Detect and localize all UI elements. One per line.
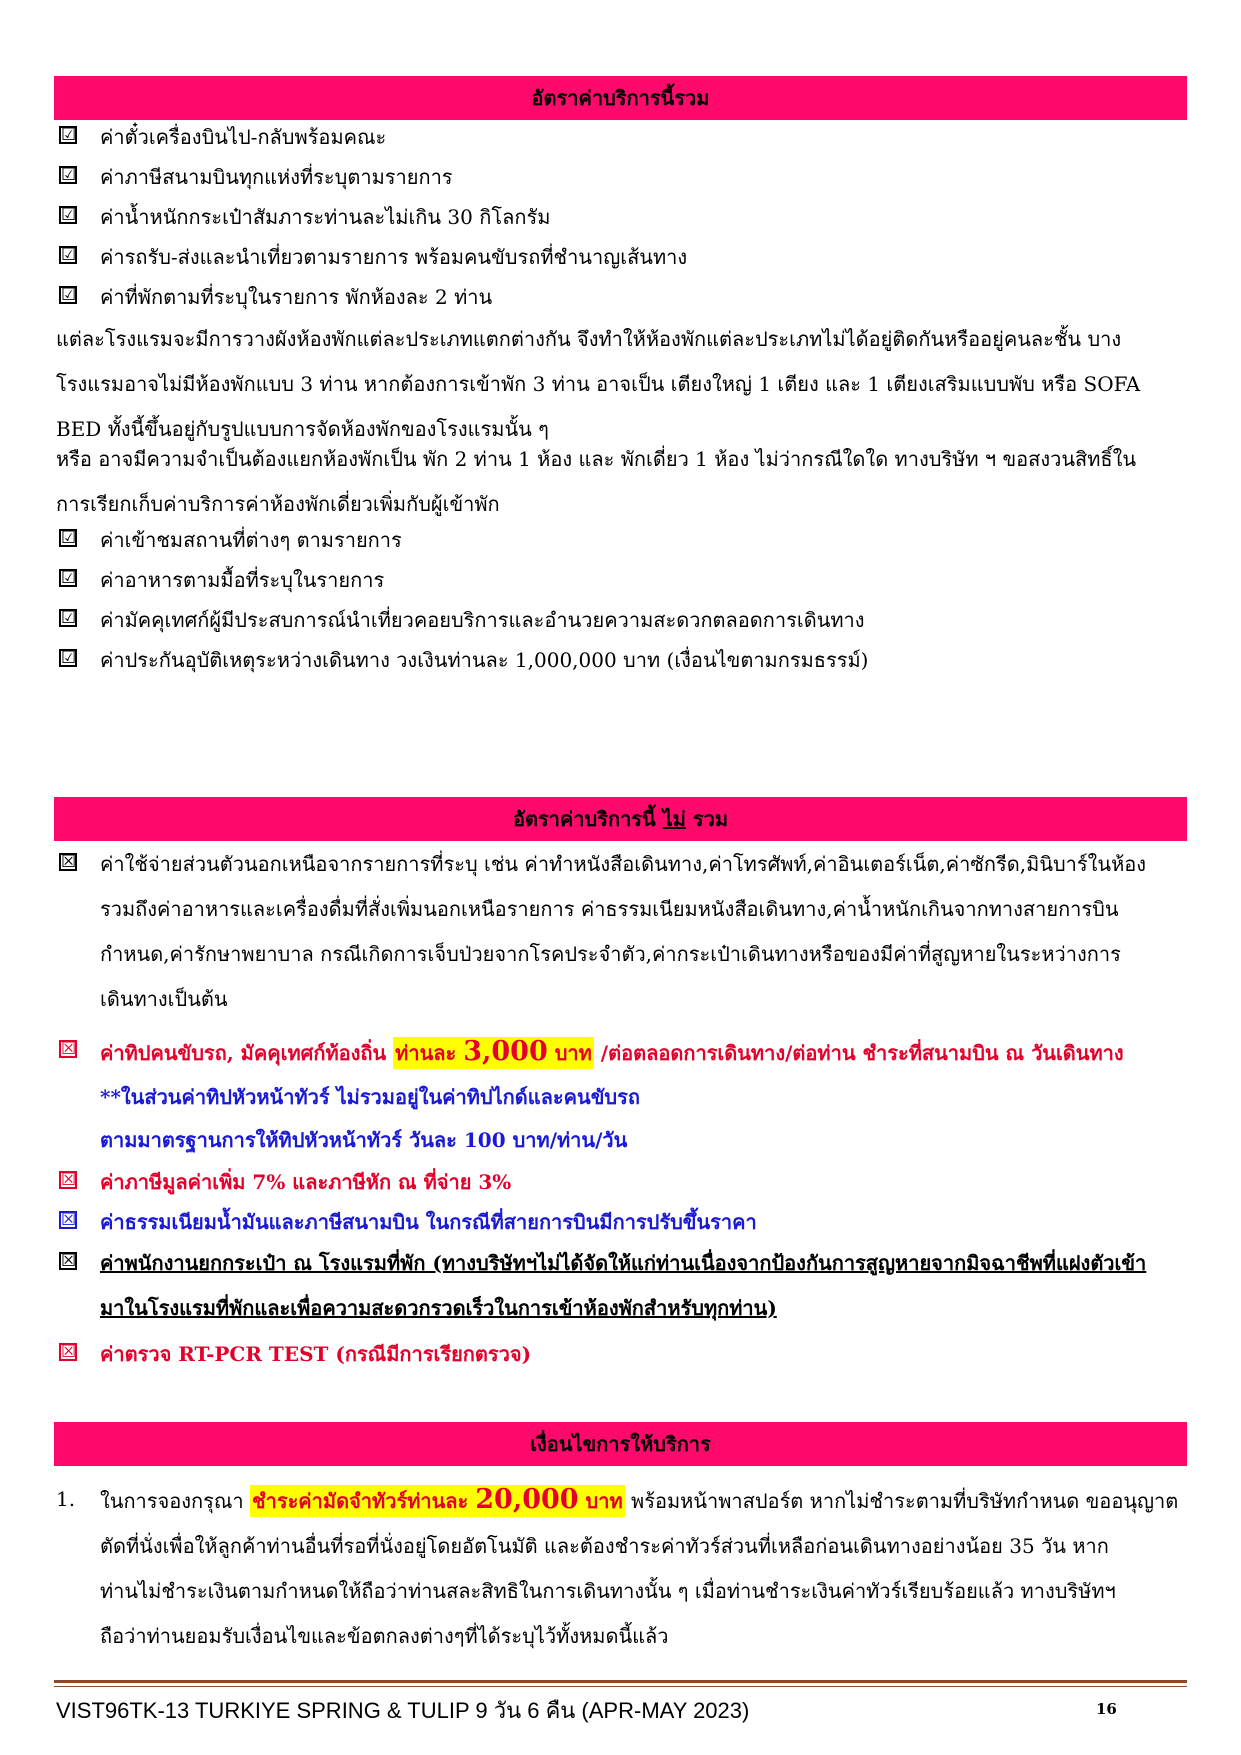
- excluded-header-text: รวม: [685, 807, 729, 831]
- footer-title: VIST96TK-13 TURKIYE SPRING & TULIP 9 วัน 6 คืน (APR-MAY 2023): [56, 1698, 750, 1723]
- tip-note-2: ตามมาตรฐานการให้ทิปหัวหน้าทัวร์ วันละ 100 บาท/ท่าน/วัน: [100, 1128, 628, 1152]
- condition-text: [100, 1477, 1190, 1659]
- text-line: รวมถึงค่าอาหารและเครื่องดื่มที่สั่งเพิ่มนอกเหนือรายการ ค่าธรรมเนียมหนังสือเดินทาง,ค่าน้ำหนักเกินจากทางสายการบิน: [100, 897, 1119, 921]
- tip-note-1: **ในส่วนค่าทิปหัวหน้าทัวร์ ไม่รวมอยู่ในค่าทิปไกด์และคนขับรถ: [100, 1085, 640, 1109]
- text-line: กำหนด,ค่ารักษาพยาบาล กรณีเกิดการเจ็บป่วยจากโรคประจำตัว,ค่ากระเป๋าเดินทางหรือของมีค่าที่สูญหายในระหว่างการ: [100, 942, 1121, 966]
- room-note-paragraph: [56, 317, 1186, 452]
- text-line: มาในโรงแรมที่พักและเพื่อความสะดวกรวดเร็วในการเข้าห้องพักสำหรับทุกท่าน): [100, 1296, 777, 1320]
- paragraph-line: โรงแรมอาจไม่มีห้องพักแบบ 3 ท่าน หากต้องการเข้าพัก 3 ท่าน อาจเป็น เตียงใหญ่ 1 เตียง และ 1 เตียงเสริมแบบพับ หรือ SOFA: [56, 372, 1141, 396]
- vat-text: ค่าภาษีมูลค่าเพิ่ม 7% และภาษีหัก ณ ที่จ่าย 3%: [100, 1170, 512, 1194]
- included-item-text: ค่ามัคคุเทศก์ผู้มีประสบการณ์นำเที่ยวคอยบริการและอำนวยความสะดวกตลอดการเดินทาง: [100, 608, 865, 632]
- checkbox-checked-icon: ☑: [61, 245, 77, 265]
- text-line: ค่าพนักงานยกกระเป๋า ณ โรงแรมที่พัก (ทางบริษัทฯไม่ได้จัดให้แก่ท่านเนื่องจากป้องกันการสูญหายจากมิจฉาชีพที่แฝงตัวเข้า: [100, 1251, 1147, 1275]
- page-number: 16: [1096, 1700, 1117, 1718]
- checkbox-x-icon: ☒: [61, 852, 77, 872]
- included-header: อัตราค่าบริการนี้รวม: [54, 76, 1187, 120]
- checkbox-checked-icon: ☑: [61, 125, 77, 145]
- paragraph-line: หรือ อาจมีความจำเป็นต้องแยกห้องพักเป็น พัก 2 ท่าน 1 ห้อง และ พักเดี่ยว 1 ห้อง ไม่ว่ากรณีใดใด ทางบริษัท ฯ ขอสงวนสิทธิ์ใน: [56, 447, 1137, 471]
- checkbox-x-icon: ☒: [61, 1170, 77, 1190]
- conditions-header: เงื่อนไขการให้บริการ: [54, 1422, 1187, 1466]
- line1-pre: ในการจองกรุณา: [100, 1489, 251, 1513]
- deposit-highlight: [250, 1485, 625, 1517]
- tip-hl-a: ท่านละ: [395, 1041, 464, 1065]
- excluded-item: [0, 842, 1241, 1022]
- checkbox-checked-icon: ☑: [61, 205, 77, 225]
- checkbox-checked-icon: ☑: [61, 648, 77, 668]
- included-item-text: ค่าภาษีสนามบินทุกแห่งที่ระบุตามรายการ: [100, 165, 453, 189]
- footer-rule: [54, 1680, 1187, 1683]
- tip-text: [100, 1029, 1191, 1076]
- excluded-header-text: อัตราค่าบริการนี้: [512, 807, 663, 831]
- text-line: ค่าใช้จ่ายส่วนตัวนอกเหนือจากรายการที่ระบุ เช่น ค่าทำหนังสือเดินทาง,ค่าโทรศัพท์,ค่าอินเตอร์เน็ต,ค่าซักรีด,มินิบาร์ในห้อง: [100, 852, 1147, 876]
- paragraph-line: การเรียกเก็บค่าบริการค่าห้องพักเดี่ยวเพิ่มกับผู้เข้าพัก: [56, 492, 500, 516]
- checkbox-x-icon: ☒: [61, 1039, 77, 1059]
- porter-text: [100, 1241, 1190, 1331]
- excluded-header: [54, 797, 1187, 841]
- included-item-text: ค่าตั๋วเครื่องบินไป-กลับพร้อมคณะ: [100, 125, 387, 149]
- line1-post: พร้อมหน้าพาสปอร์ต หากไม่ชำระตามที่บริษัทกำหนด ขออนุญาต: [624, 1489, 1179, 1513]
- included-item-text: ค่าน้ำหนักกระเป๋าสัมภาระท่านละไม่เกิน 30 กิโลกรัม: [100, 205, 551, 229]
- tip-pre: ค่าทิปคนขับรถ, มัคคุเทศก์ท้องถิ่น: [100, 1041, 394, 1065]
- paragraph-line: แต่ละโรงแรมจะมีการวางผังห้องพักแต่ละประเภทแตกต่างกัน จึงทำให้ห้องพักแต่ละประเภทไม่ได้อยู่ติดกันหรืออยู่คนละชั้น บาง: [56, 327, 1122, 351]
- text-line: ถือว่าท่านยอมรับเงื่อนไขและข้อตกลงต่างๆที่ได้ระบุไว้ทั้งหมดนี้แล้ว: [100, 1624, 669, 1648]
- checkbox-checked-icon: ☑: [61, 608, 77, 628]
- excluded-header-not: ไม่: [662, 807, 686, 831]
- tip-highlight: [393, 1037, 594, 1069]
- footer-rule-thin: [54, 1686, 1187, 1687]
- deposit-hl-a: ชำระค่ามัดจำทัวร์ท่านละ: [252, 1489, 476, 1513]
- rtpcr-text: ค่าตรวจ RT-PCR TEST (กรณีมีการเรียกตรวจ): [100, 1342, 532, 1366]
- included-item-text: ค่าเข้าชมสถานที่ต่างๆ ตามรายการ: [100, 528, 402, 552]
- single-room-paragraph: [56, 437, 1186, 527]
- fuel-text: ค่าธรรมเนียมน้ำมันและภาษีสนามบิน ในกรณีที่สายการบินมีการปรับขึ้นราคา: [100, 1210, 757, 1234]
- condition-number: 1.: [56, 1487, 76, 1511]
- tip-amount: 3,000: [463, 1036, 548, 1067]
- checkbox-x-icon: ☒: [61, 1210, 77, 1230]
- checkbox-checked-icon: ☑: [61, 165, 77, 185]
- paragraph-line: BED ทั้งนี้ขึ้นอยู่กับรูปแบบการจัดห้องพักของโรงแรมนั้น ๆ: [56, 417, 549, 441]
- checkbox-checked-icon: ☑: [61, 285, 77, 305]
- tip-hl-c: บาท: [547, 1041, 592, 1065]
- included-item-text: ค่าอาหารตามมื้อที่ระบุในรายการ: [100, 568, 385, 592]
- checkbox-x-icon: ☒: [61, 1342, 77, 1362]
- text-line: เดินทางเป็นต้น: [100, 987, 228, 1011]
- checkbox-checked-icon: ☑: [61, 528, 77, 548]
- checkbox-x-icon: ☒: [61, 1251, 77, 1271]
- included-item-text: ค่าประกันอุบัติเหตุระหว่างเดินทาง วงเงินท่านละ 1,000,000 บาท (เงื่อนไขตามกรมธรรม์): [100, 648, 869, 672]
- excluded-porter-item: [0, 1241, 1241, 1331]
- condition-item: [0, 1477, 1241, 1657]
- deposit-amount: 20,000: [475, 1484, 579, 1515]
- text-line: [100, 1477, 1190, 1524]
- tip-post: /ต่อตลอดการเดินทาง/ต่อท่าน ชำระที่สนามบิน ณ วันเดินทาง: [593, 1041, 1124, 1065]
- deposit-hl-c: บาท: [578, 1489, 623, 1513]
- included-item-text: ค่ารถรับ-ส่งและนำเที่ยวตามรายการ พร้อมคนขับรถที่ชำนาญเส้นทาง: [100, 245, 688, 269]
- text-line: ตัดที่นั่งเพื่อให้ลูกค้าท่านอื่นที่รอที่นั่งอยู่โดยอัตโนมัติ และต้องชำระค่าทัวร์ส่วนที่เหลือก่อนเดินทางอย่างน้อย 35 วัน หาก: [100, 1534, 1109, 1558]
- text-line: ท่านไม่ชำระเงินตามกำหนดให้ถือว่าท่านสละสิทธิในการเดินทางนั้น ๆ เมื่อท่านชำระเงินค่าทัวร์เรียบร้อยแล้ว ทางบริษัทฯ: [100, 1579, 1116, 1603]
- included-item-text: ค่าที่พักตามที่ระบุในรายการ พักห้องละ 2 ท่าน: [100, 285, 493, 309]
- checkbox-checked-icon: ☑: [61, 568, 77, 588]
- excluded-item-text: [100, 842, 1190, 1022]
